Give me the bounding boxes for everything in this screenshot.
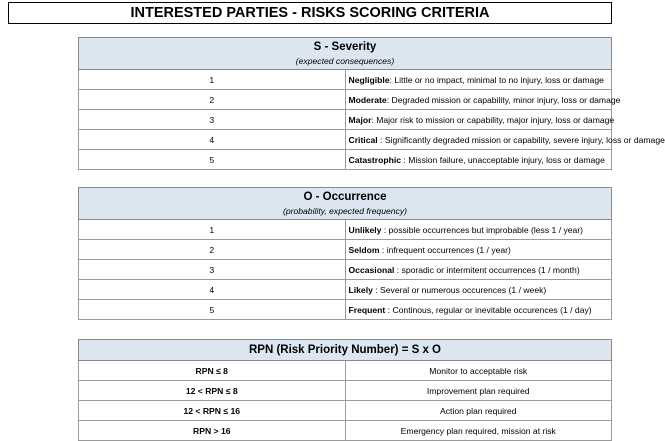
rpn-header [79,340,612,361]
separator: : [381,224,389,235]
separator: : [389,74,395,85]
rpn-title: RPN (Risk Priority Number) = S x O [248,344,442,356]
occurrence-score: 1 [79,220,346,240]
occurrence-row [79,240,612,260]
page-title: INTERESTED PARTIES - RISKS SCORING CRITERIA [8,2,612,24]
severity-text: Degraded mission or capability, minor injury, loss or damage [391,94,621,105]
occurrence-text: Several or numerous occurences (1 / week) [380,284,547,295]
severity-score: 5 [79,150,346,170]
occurrence-description [345,280,612,300]
occurrence-level: Occasional [348,264,395,275]
severity-header [79,38,612,70]
occurrence-level: Unlikely [348,224,382,235]
occurrence-level: Seldom [348,244,380,255]
severity-level: Critical [348,134,378,145]
occurrence-level: Frequent [348,304,386,315]
occurrence-title: O - Occurrence [303,191,387,203]
occurrence-description [345,260,612,280]
occurrence-score: 3 [79,260,346,280]
rpn-action: Emergency plan required, mission at risk [345,421,612,441]
separator: : [379,244,387,255]
occurrence-description [345,240,612,260]
severity-subtitle: (expected consequences) [295,56,395,66]
rpn-range: RPN > 16 [79,421,346,441]
separator: : [385,304,393,315]
rpn-row [79,381,612,401]
occurrence-text: possible occurrences but improbable (less 1 / year) [388,224,584,235]
rpn-table [78,339,612,441]
separator: : [401,154,409,165]
severity-score: 2 [79,90,346,110]
severity-level: Catastrophic [348,154,402,165]
occurrence-table [78,187,612,320]
severity-description [345,150,612,170]
occurrence-row [79,300,612,320]
separator: : [386,94,392,105]
occurrence-row [79,260,612,280]
severity-level: Major [348,114,372,125]
rpn-range: 12 < RPN ≤ 16 [79,401,346,421]
occurrence-description [345,220,612,240]
rpn-row [79,361,612,381]
occurrence-score: 2 [79,240,346,260]
severity-row [79,90,612,110]
severity-score: 4 [79,130,346,150]
occurrence-score: 4 [79,280,346,300]
separator: : [372,284,381,295]
severity-row [79,130,612,150]
severity-score: 1 [79,70,346,90]
severity-description [345,90,621,110]
rpn-range: 12 < RPN ≤ 8 [79,381,346,401]
severity-level: Negligible [348,74,390,85]
severity-table [78,37,665,170]
severity-row [79,150,612,170]
severity-text: Mission failure, unacceptable injury, loss or damage [408,154,605,165]
occurrence-description [345,300,612,320]
occurrence-row [79,280,612,300]
severity-description [345,110,615,130]
occurrence-text: sporadic or intermitent occurrences (1 / month) [401,264,580,275]
rpn-row [79,421,612,441]
severity-title: S - Severity [313,41,377,53]
separator: : [377,134,385,145]
severity-description [345,130,665,150]
occurrence-text: Continous, regular or inevitable occurences (1 / day) [392,304,592,315]
occurrence-subtitle: (probability, expected frequency) [282,206,408,216]
occurrence-score: 5 [79,300,346,320]
severity-text: Little or no impact, minimal to no injury, loss or damage [394,74,604,85]
severity-score: 3 [79,110,346,130]
rpn-action: Improvement plan required [345,381,612,401]
severity-row [79,110,612,130]
severity-text: Significantly degraded mission or capability, severe injury, loss or damage [384,134,665,145]
rpn-action: Monitor to acceptable risk [345,361,612,381]
separator: : [394,264,402,275]
rpn-range: RPN ≤ 8 [79,361,346,381]
severity-description [345,70,612,90]
severity-text: Major risk to mission or capability, major injury, loss or damage [376,114,615,125]
rpn-row [79,401,612,421]
severity-level: Moderate [348,94,387,105]
occurrence-text: infrequent occurrences (1 / year) [386,244,511,255]
occurrence-header [79,188,612,220]
occurrence-level: Likely [348,284,373,295]
occurrence-row [79,220,612,240]
severity-row [79,70,612,90]
rpn-action: Action plan required [345,401,612,421]
separator: : [371,114,377,125]
